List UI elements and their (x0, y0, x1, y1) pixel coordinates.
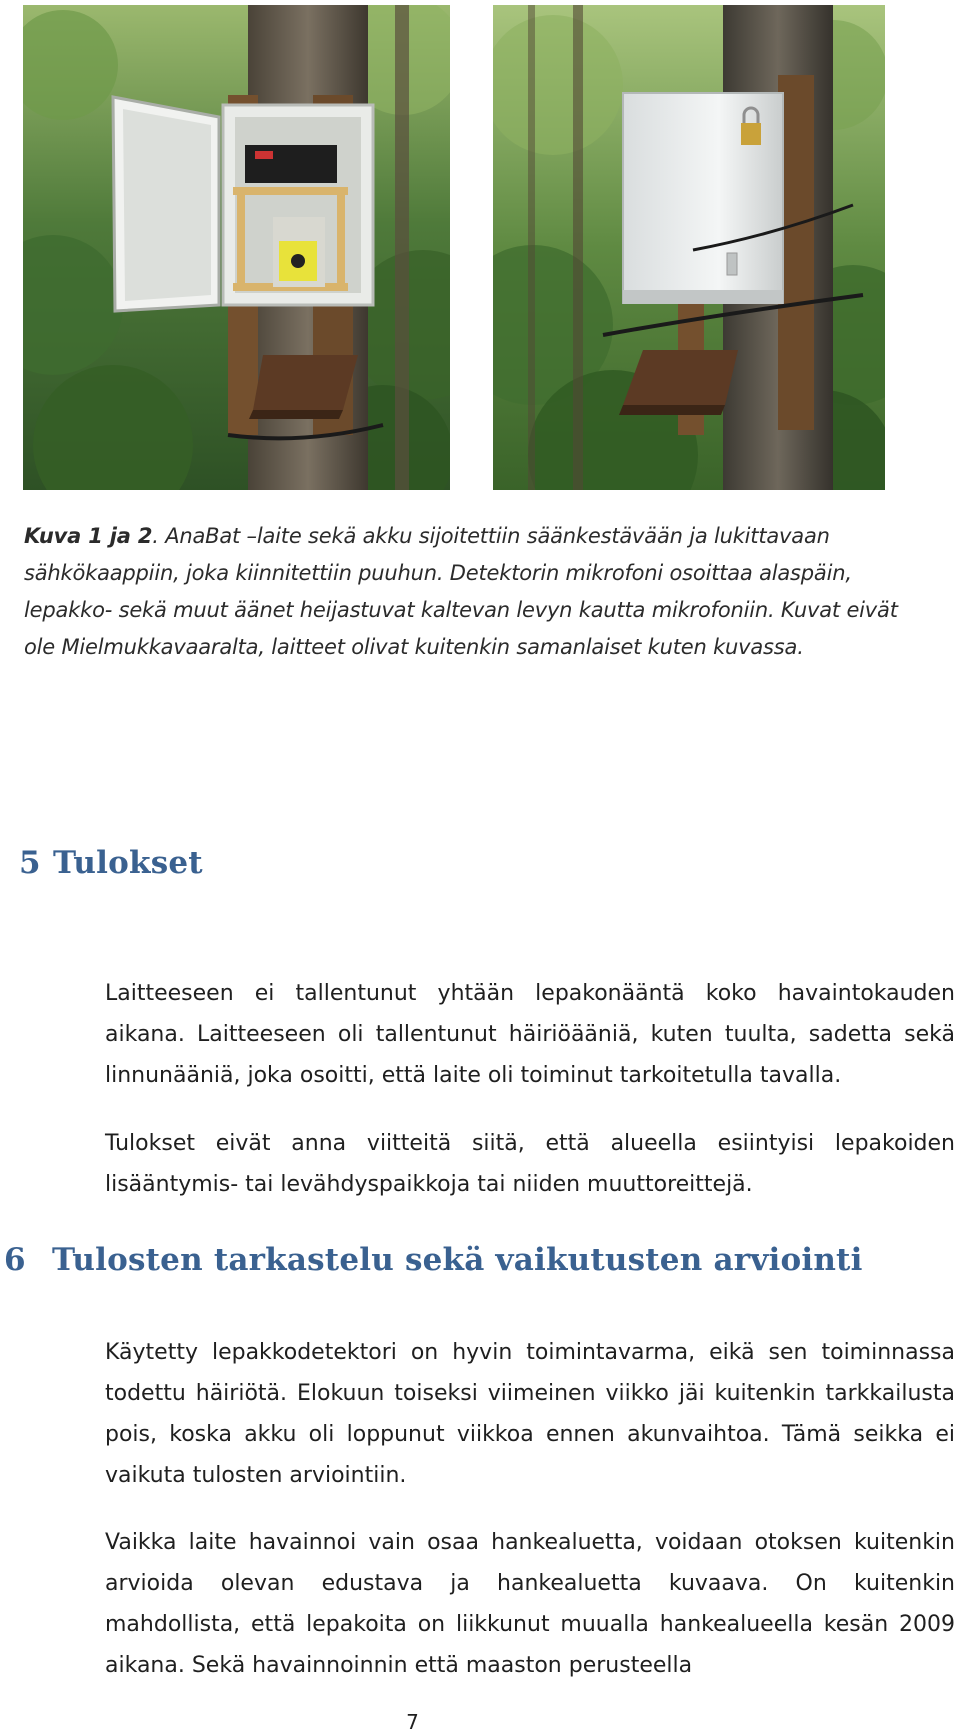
section-heading-discussion (4, 1242, 863, 1278)
photo-closed-cabinet (493, 5, 885, 490)
page-number: 7 (406, 1710, 419, 1734)
section-number: 6 (4, 1242, 26, 1278)
results-paragraph-1: Laitteeseen ei tallentunut yhtään lepakonääntä koko havaintokauden aikana. Laitteeseen oli tallentunut häiriöääniä, kuten tuulta, sadetta sekä linnunääniä, joka osoitti, että laite oli toiminut tarkoitetulla tavalla. (105, 981, 955, 1088)
photo-open-cabinet (23, 5, 450, 490)
figure-label-suffix: . (152, 524, 159, 548)
discussion-paragraph-2: Vaikka laite havainnoi vain osaa hankealuetta, voidaan otoksen kuitenkin arvioida olevan edustava ja hankealuetta kuvaava. On kuitenkin mahdollista, että lepakoita on liikkunut muualla hankealueella kesän 2009 aikana. Sekä havainnoinnin että maaston perusteella (105, 1530, 955, 1678)
results-paragraph-2: Tulokset eivät anna viitteitä siitä, että alueella esiintyisi lepakoiden lisääntymis- tai levähdyspaikkoja tai niiden muuttoreittejä. (105, 1131, 955, 1197)
section-title: Tulosten tarkastelu sekä vaikutusten arviointi (52, 1242, 863, 1278)
section-number: 5 (19, 845, 41, 881)
figure-caption (24, 518, 924, 666)
figure-label: Kuva 1 ja 2 (24, 524, 153, 548)
section-heading-results (19, 845, 203, 881)
discussion-paragraph-1: Käytetty lepakkodetektori on hyvin toimintavarma, eikä sen toiminnassa todettu häiriötä. Elokuun toiseksi viimeinen viikko jäi kuitenkin tarkkailusta pois, koska akku oli loppunut viikkoa ennen akunvaihtoa. Tämä seikka ei vaikuta tulosten arviointiin. (105, 1340, 955, 1488)
caption-text: AnaBat –laite sekä akku sijoitettiin säänkestävään ja lukittavaan sähkökaappiin, joka kiinnitettiin puuhun. Detektorin mikrofoni osoittaa alaspäin, lepakko- sekä muut äänet heijastuvat kaltevan levyn kautta mikrofoniin. Kuvat eivät ole Mielmukkavaaralta, laitteet olivat kuitenkin samanlaiset kuten kuvassa. (24, 524, 898, 659)
section-title: Tulokset (53, 845, 203, 881)
